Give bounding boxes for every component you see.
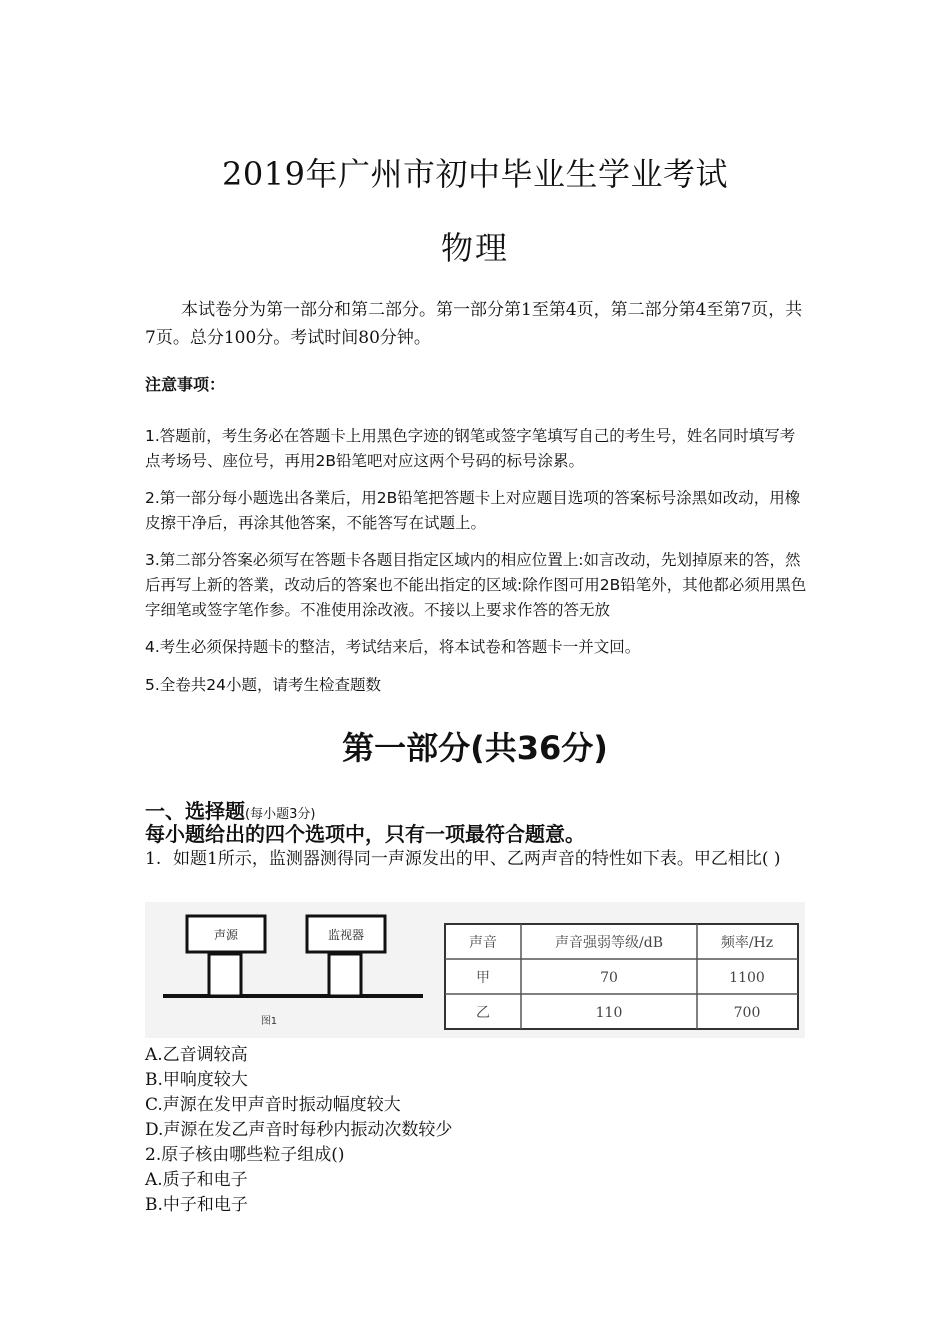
notice-item: 2.第一部分每小题选出各業后，用2B铅笔把答题卡上对应题目选项的答案标号涂黑如改动，用橡皮擦干净后，再涂其他答案，不能答写在试题上。 — [145, 489, 801, 532]
section-title: 一、选择题 — [145, 799, 245, 823]
q2-option-b: B.中子和电子 — [145, 1195, 248, 1215]
q1-option-d: D.声源在发乙声音时每秒内振动次数较少 — [145, 1120, 453, 1140]
notice-item: 3.第二部分答案必须写在答题卡各题目指定区域内的相应位置上:如言改动，先划掉原来的答，然后再写上新的答業，改动后的答案也不能出指定的区域:除作图可用2B铅笔外，其他都必须用黑色字细笔或签字笔作参。不准使用涂改液。不接以上要求作答的答无放 — [145, 551, 807, 619]
subject-title: 物理 — [440, 229, 509, 267]
figure-caption: 图1 — [260, 1016, 278, 1027]
table-cell: 700 — [733, 1005, 761, 1021]
table-cell: 乙 — [476, 1005, 490, 1021]
q1-option-a: A.乙音调较高 — [145, 1045, 248, 1065]
monitor-label: 监视器 — [327, 928, 365, 942]
question-1-figure — [145, 902, 805, 1038]
section-description: 每小题给出的四个选项中，只有一项最符合题意。 — [145, 822, 585, 846]
source-stand — [209, 954, 241, 996]
intro-paragraph: 本试卷分为第一部分和第二部分。第一部分第1至第4页，第二部分第4至第7页，共7页。总分100分。考试时间80分钟。 — [145, 300, 803, 348]
table-cell: 1100 — [729, 970, 765, 986]
table-header-cell: 声音强弱等级/dB — [555, 935, 663, 951]
figure-svg — [145, 902, 805, 1038]
q2-option-a: A.质子和电子 — [145, 1170, 248, 1190]
q1-option-c: C.声源在发甲声音时振动幅度较大 — [145, 1095, 401, 1115]
table-cell: 甲 — [476, 970, 490, 986]
notice-item: 4.考生必须保持题卡的整洁，考试结来后，将本试卷和答题卡一并文回。 — [145, 638, 641, 656]
table-cell: 70 — [600, 970, 618, 986]
question-number: 1. — [145, 849, 162, 869]
source-label: 声源 — [213, 928, 239, 942]
table-header-cell: 频率/Hz — [720, 935, 774, 951]
part-one-title: 第一部分(共36分) — [342, 729, 608, 767]
question-1 — [145, 846, 810, 873]
question-text: 如题1所示，监测器测得同一声源发出的甲、乙两声音的特性如下表。甲乙相比( ) — [173, 849, 781, 869]
exam-title: 2019年广州市初中毕业生学业考试 — [222, 155, 728, 193]
monitor-stand — [329, 954, 361, 996]
notice-item: 1.答题前，考生务必在答题卡上用黑色字迹的钢笔或签字笔填写自己的考生号，姓名同时填写考点考场号、座位号，再用2B铅笔吧对应这两个号码的标号涂累。 — [145, 427, 796, 470]
section-note: (每小题3分) — [245, 807, 316, 822]
table-header-cell: 声音 — [469, 935, 497, 951]
table-cell: 110 — [595, 1005, 623, 1021]
question-2-text: 2.原子核由哪些粒子组成() — [145, 1145, 345, 1165]
notice-item: 5.全卷共24小题，请考生检查题数 — [145, 676, 382, 694]
q1-option-b: B.甲响度较大 — [145, 1070, 248, 1090]
notice-heading: 注意事项： — [145, 375, 226, 394]
